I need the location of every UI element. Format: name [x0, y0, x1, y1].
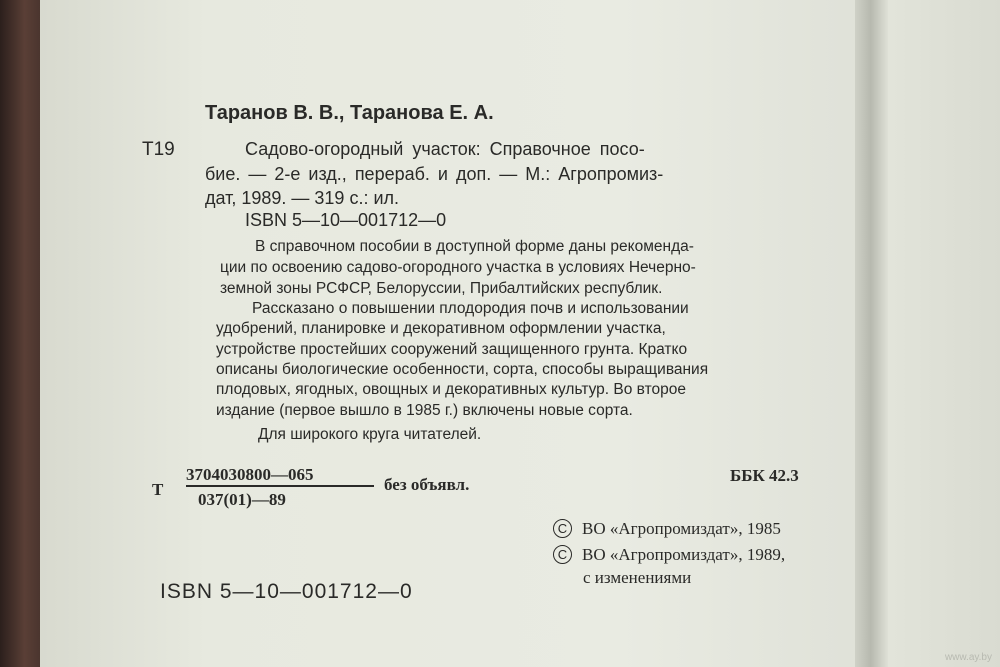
annotation-line-8: плодовых, ягодных, овощных и декоративных культур. Во второе [216, 381, 686, 398]
copyright-text-2: ВО «Агропромиздат», 1989, [582, 545, 786, 564]
bbk-code: ББК 42.3 [730, 466, 799, 485]
annotation-line-3: земной зоны РСФСР, Белоруссии, Прибалтийских республик. [220, 280, 663, 297]
page-gutter [855, 0, 890, 667]
author-line: Таранов В. В., Таранова Е. А. [205, 102, 494, 124]
watermark: www.ay.by [944, 652, 992, 663]
copyright-text-1: ВО «Агропромиздат», 1985 [582, 519, 781, 538]
classification-code: Т19 [142, 139, 175, 160]
copyright-line-3: с изменениями [583, 568, 692, 587]
no-announcement-note: без объявл. [384, 475, 470, 494]
annotation-line-7: описаны биологические особенности, сорта, способы выращивания [216, 361, 709, 378]
fraction-denominator: 037(01)—89 [198, 490, 286, 509]
copyright-line-1 [553, 519, 781, 539]
bib-line-1: Садово-огородный участок: Справочное посо- [245, 139, 645, 159]
fraction-rule [186, 485, 374, 487]
bib-line-2: бие. — 2-е изд., перераб. и доп. — М.: Агропромиз- [205, 164, 664, 184]
annotation-line-4: Рассказано о повышении плодородия почв и использовании [252, 300, 689, 317]
fraction-letter: Т [152, 480, 164, 499]
annotation-line-2: ции по освоению садово-огородного участка в условиях Нечерно- [220, 259, 696, 276]
copyright-icon: C [553, 545, 572, 564]
copyright-icon: C [553, 519, 572, 538]
annotation-line-1: В справочном пособии в доступной форме даны рекоменда- [255, 238, 694, 255]
bib-line-3: дат, 1989. — 319 с.: ил. [205, 188, 400, 208]
copyright-line-2 [553, 545, 785, 565]
annotation-line-5: удобрений, планировке и декоративном оформлении участка, [216, 320, 666, 337]
isbn-line: ISBN 5—10—001712—0 [245, 210, 447, 230]
isbn-bottom: ISBN 5—10—001712—0 [160, 580, 413, 603]
annotation-line-6: устройстве простейших сооружений защищенного грунта. Кратко [216, 341, 688, 358]
annotation-line-9: издание (первое вышло в 1985 г.) включены новые сорта. [216, 402, 633, 419]
fraction-numerator: 3704030800—065 [186, 465, 314, 484]
next-page [888, 0, 1000, 667]
audience-line: Для широкого круга читателей. [258, 426, 482, 443]
